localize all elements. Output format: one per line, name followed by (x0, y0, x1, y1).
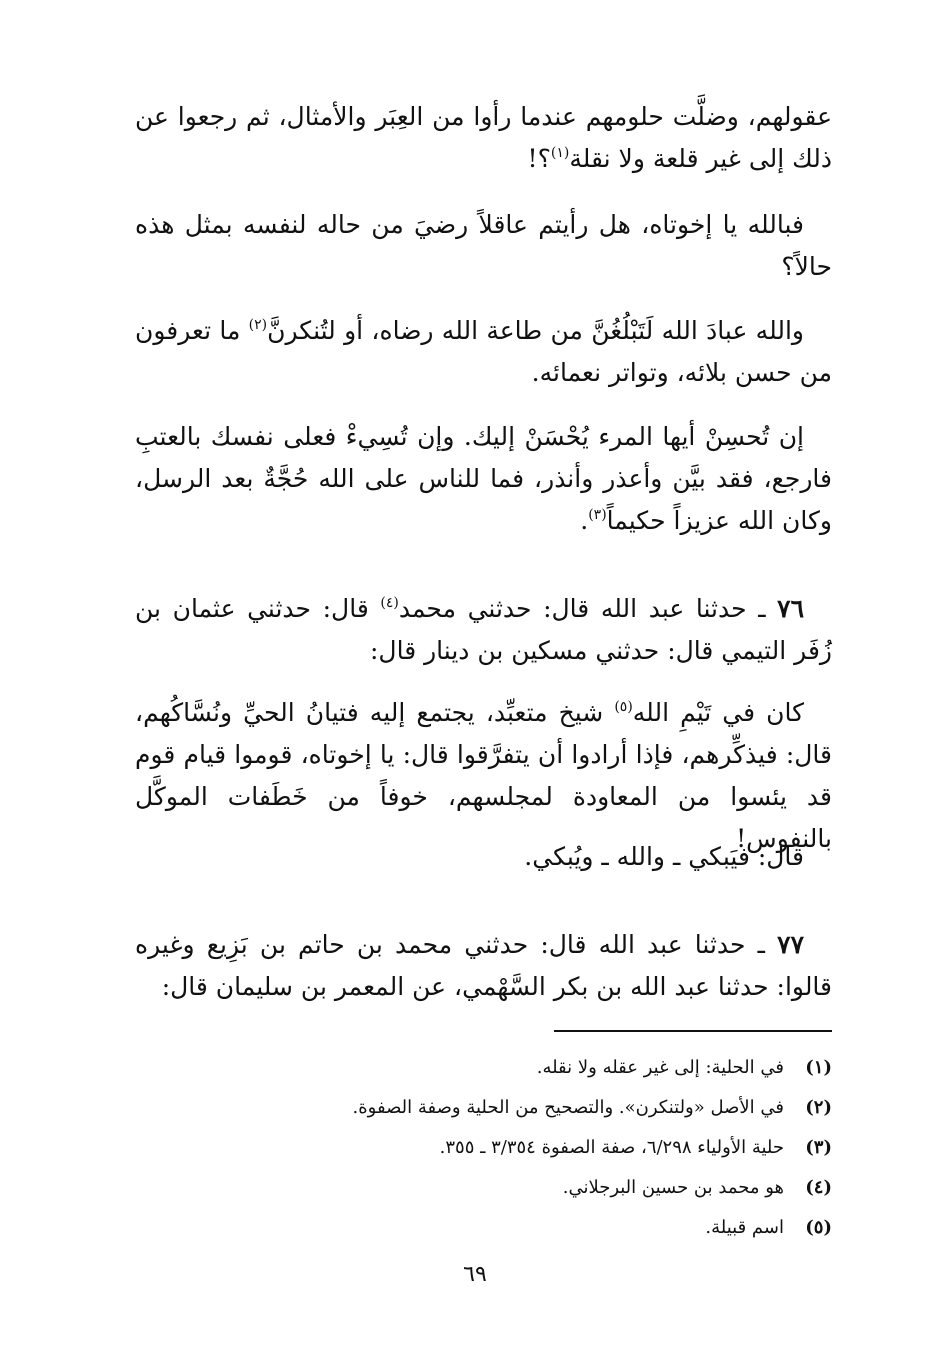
footnote-number: (٢) (805, 1097, 832, 1118)
body-text: شيخ متعبِّد، يجتمع إليه فتيانُ الحيِّ ونُسَّاكُهم، قال: فيذكِّرهم، فإذا أرادوا أن يتفرَّقوا قال: يا إخوتاه، قوموا قيام قوم قد يئسوا من المعاودة لمجلسهم، خوفاً من خَطَفات الموكَّل بالنفوس! (135, 698, 832, 853)
footnote-number: (٤) (805, 1177, 832, 1198)
paragraph-tail: ؟! (527, 144, 551, 173)
footnote-item (135, 1048, 832, 1088)
isnad-text: ـ حدثنا عبد الله قال: حدثني محمد (398, 594, 778, 623)
footnotes (135, 1048, 832, 1248)
hadith-77 (135, 924, 832, 1008)
page-number: ٦٩ (463, 1262, 487, 1287)
isnad-text: ـ حدثنا عبد الله قال: حدثني محمد بن حاتم بن بَزِيع وغيره قالوا: حدثنا عبد الله بن بكر السَّهْمي، عن المعمر بن سليمان قال: (135, 930, 832, 1001)
paragraph-4 (135, 416, 832, 542)
isnad-text: قال: حدثني عثمان بن زُفَر التيمي قال: حدثني مسكين بن دينار قال: (135, 594, 832, 665)
hadith-number: ٧٧ (777, 930, 804, 959)
paragraph-tail: ما تعرفون من حسن بلائه، وتواتر نعمائه. (135, 316, 832, 387)
footnote-ref[interactable]: (١) (550, 145, 570, 161)
paragraph-text: فبالله يا إخوتاه، هل رأيتم عاقلاً رضيَ من حاله لنفسه بمثل هذه حالاً؟ (135, 210, 832, 281)
footnote-ref[interactable]: (٢) (248, 317, 268, 333)
footnote-text: هو محمد بن حسين البرجلاني. (562, 1177, 784, 1198)
footnote-ref[interactable]: (٥) (614, 699, 633, 715)
footnote-ref[interactable]: (٣) (588, 507, 607, 523)
footnote-item (135, 1128, 832, 1168)
closing-text: قال: فيَبكي ـ والله ـ ويُبكي. (524, 842, 804, 871)
hadith-76-body (135, 692, 832, 860)
footnote-ref[interactable]: (٤) (380, 595, 399, 611)
paragraph-1 (135, 96, 832, 180)
footnote-item (135, 1208, 832, 1248)
footnote-item (135, 1168, 832, 1208)
hadith-number: ٧٦ (777, 594, 804, 623)
paragraph-3 (135, 310, 832, 394)
hadith-76-isnad (135, 588, 832, 672)
footnote-number: (٣) (805, 1137, 832, 1158)
footnote-number: (٥) (805, 1217, 832, 1238)
hadith-76-closing (135, 836, 832, 878)
paragraph-2 (135, 204, 832, 288)
paragraph-text: عقولهم، وضلَّت حلومهم عندما رأوا من العِبَر والأمثال، ثم رجعوا عن ذلك إلى غير قلعة ولا نقلة (135, 102, 832, 173)
footnote-text: حلية الأولياء ٦/٢٩٨، صفة الصفوة ٣/٣٥٤ ـ ٣٥٥. (439, 1137, 784, 1158)
body-text: كان في تَيْمِ الله (632, 698, 804, 727)
footnote-number: (١) (805, 1057, 832, 1078)
paragraph-text: والله عبادَ الله لَتَبْلُغُنَّ من طاعة الله رضاه، أو لتُنكرنَّ (267, 316, 804, 345)
footnote-text: في الحلية: إلى غير عقله ولا نقله. (536, 1057, 784, 1078)
footnote-text: اسم قبيلة. (705, 1217, 784, 1238)
footnote-text: في الأصل «ولتنكرن». والتصحيح من الحلية وصفة الصفوة. (352, 1097, 784, 1118)
footnote-divider (554, 1030, 832, 1032)
paragraph-tail: . (580, 506, 589, 535)
footnote-item (135, 1088, 832, 1128)
paragraph-text: إن تُحسِنْ أيها المرء يُحْسَنْ إليك. وإن تُسِيءْ فعلى نفسك بالعتبِ فارجع، فقد بيَّن وأعذر وأنذر، فما للناس على الله حُجَّةٌ بعد الرسل، وكان الله عزيزاً حكيماً (135, 422, 832, 535)
